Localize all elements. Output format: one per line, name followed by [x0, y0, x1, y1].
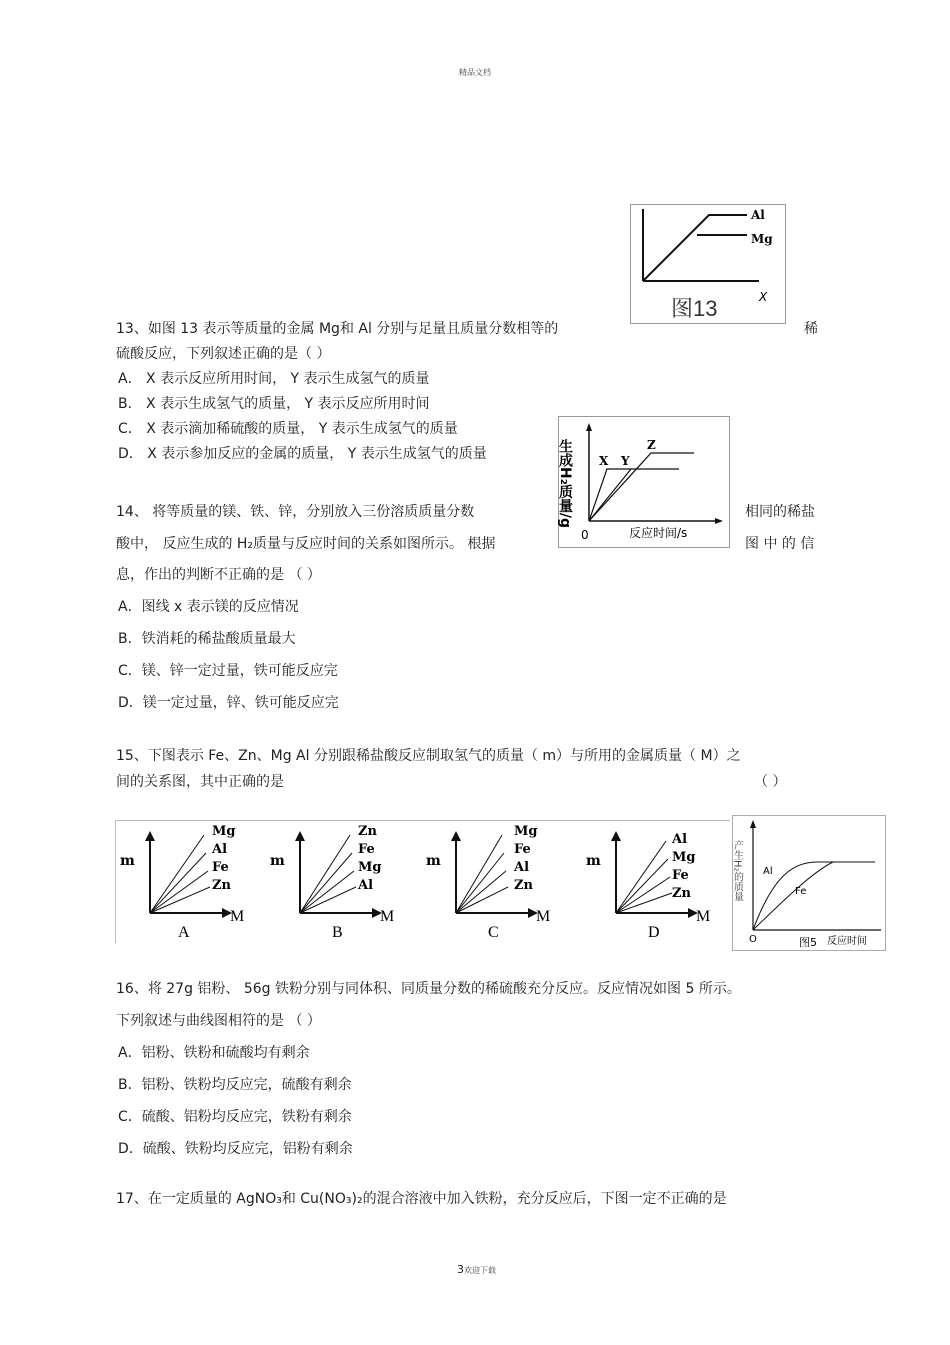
- q16-line1: 16、将 27g 铝粉、 56g 铁粉分别与同体积、同质量分数的稀硫酸充分反应。反应情况如图 5 所示。: [116, 981, 741, 997]
- q16-option-d: D．硫酸、铁粉均反应完，铝粉有剩余: [118, 1141, 353, 1157]
- fig5-origin: O: [749, 934, 757, 945]
- graph-d-label-1: Al: [672, 832, 688, 847]
- graph-c-label-2: Fe: [514, 842, 531, 857]
- figure-q15-graphs: [115, 820, 730, 943]
- graph-d: [586, 831, 710, 941]
- fig14-y-label: 生成H₂质量/g: [557, 439, 573, 528]
- graph-a-axis-m: m: [120, 853, 135, 869]
- fig5-x-label: 反应时间: [827, 936, 867, 947]
- fig14-curve-z: Z: [647, 438, 656, 452]
- graph-b-label-3: Mg: [358, 860, 382, 875]
- graph-b-axis-M: M: [380, 908, 395, 925]
- graph-a: [120, 824, 244, 941]
- graph-a-label-1: Mg: [212, 824, 236, 839]
- q14-option-a: A．图线 x 表示镁的反应情况: [118, 599, 299, 615]
- fig14-curve-x: X: [599, 454, 609, 468]
- graph-a-label-3: Fe: [212, 860, 229, 875]
- q13-stem-line1-tail: 稀: [804, 321, 818, 337]
- q13-option-c: C． X 表示滴加稀硫酸的质量， Y 表示生成氢气的质量: [118, 421, 458, 437]
- graph-c-label-1: Mg: [514, 824, 538, 839]
- footer-page-number: 3: [457, 1263, 464, 1276]
- fig13-label-mg: Mg: [751, 232, 773, 246]
- q14-line1-tail: 相同的稀盐: [745, 504, 815, 520]
- graph-a-axis-M: M: [230, 908, 245, 925]
- page-footer: [457, 1263, 496, 1276]
- q14-line2: 酸中， 反应生成的 H₂质量与反应时间的关系如图所示。 根据: [116, 536, 496, 552]
- scan-mask: [408, 905, 450, 943]
- fig14-x-label: 反应时间/s: [629, 526, 688, 540]
- fig13-caption: 图13: [671, 296, 718, 321]
- fig13-x-label: X: [759, 290, 768, 304]
- q13-option-a: A． X 表示反应所用时间， Y 表示生成氢气的质量: [118, 371, 430, 387]
- q14-line3: 息，作出的判断不正确的是 （ ）: [116, 567, 321, 583]
- fig5-y-label: 产生H₂的质量: [731, 840, 743, 902]
- graph-b-axis-m: m: [270, 853, 285, 869]
- graph-c-letter: C: [488, 924, 499, 941]
- fig5-caption: 图5: [799, 936, 817, 949]
- figure-13: [630, 204, 786, 324]
- fig5-label-fe: Fe: [795, 886, 807, 897]
- graph-c-axis-m: m: [426, 853, 441, 869]
- graph-b-label-2: Fe: [358, 842, 375, 857]
- graph-c-axis-M: M: [536, 908, 551, 925]
- fig5-label-al: Al: [763, 866, 773, 877]
- q14-option-b: B．铁消耗的稀盐酸质量最大: [118, 631, 296, 647]
- graph-c-label-4: Zn: [514, 878, 533, 893]
- page-header: 精品文档: [459, 68, 491, 77]
- graph-d-axis-m: m: [586, 853, 601, 869]
- graph-d-label-4: Zn: [672, 886, 691, 901]
- graph-a-label-2: Al: [212, 842, 228, 857]
- graph-b: [270, 824, 394, 941]
- graph-a-label-4: Zn: [212, 878, 231, 893]
- fig14-origin: 0: [581, 528, 589, 542]
- q13-stem-line2: 硫酸反应，下列叙述正确的是（ ）: [116, 346, 331, 362]
- q16-option-c: C．硫酸、铝粉均反应完，铁粉有剩余: [118, 1109, 352, 1125]
- graph-d-label-2: Mg: [672, 850, 696, 865]
- graph-d-letter: D: [648, 924, 660, 941]
- q13-option-b: B． X 表示生成氢气的质量， Y 表示反应所用时间: [118, 396, 430, 412]
- q15-line1: 15、下图表示 Fe、Zn、Mg Al 分别跟稀盐酸反应制取氢气的质量（ m）与所用的金属质量（ M）之: [116, 748, 741, 764]
- q14-line1: 14、 将等质量的镁、铁、锌，分别放入三份溶质质量分数: [116, 504, 475, 520]
- graph-a-letter: A: [178, 924, 190, 941]
- graph-d-label-3: Fe: [672, 868, 689, 883]
- q14-line2-tail: 图 中 的 信: [745, 536, 815, 552]
- q15-line2: 间的关系图，其中正确的是: [116, 774, 284, 790]
- q16-option-a: A．铝粉、铁粉和硫酸均有剩余: [118, 1045, 310, 1061]
- q13-stem-line1: 13、如图 13 表示等质量的金属 Mg和 Al 分别与足量且质量分数相等的: [116, 321, 559, 337]
- fig14-curve-y: Y: [621, 454, 630, 468]
- q13-option-d: D． X 表示参加反应的金属的质量， Y 表示生成氢气的质量: [118, 446, 487, 462]
- q15-answer-bracket: （ ）: [754, 774, 787, 790]
- graph-b-label-1: Zn: [358, 824, 377, 839]
- q14-option-c: C．镁、锌一定过量，铁可能反应完: [118, 663, 338, 679]
- graph-c-label-3: Al: [514, 860, 530, 875]
- figure-q14: [558, 416, 730, 548]
- q16-option-b: B．铝粉、铁粉均反应完，硫酸有剩余: [118, 1077, 352, 1093]
- fig13-label-al: Al: [751, 208, 765, 222]
- graph-b-letter: B: [332, 924, 343, 941]
- graph-b-label-4: Al: [358, 878, 374, 893]
- graph-d-axis-M: M: [696, 908, 711, 925]
- q14-option-d: D．镁一定过量，锌、铁可能反应完: [118, 695, 339, 711]
- footer-text: 欢迎下载: [464, 1266, 496, 1275]
- q16-line2: 下列叙述与曲线图相符的是 （ ）: [116, 1013, 321, 1029]
- figure-5: [732, 815, 886, 951]
- q17-line1: 17、在一定质量的 AgNO₃和 Cu(NO₃)₂的混合溶液中加入铁粉，充分反应后，下图一定不正确的是: [116, 1191, 727, 1207]
